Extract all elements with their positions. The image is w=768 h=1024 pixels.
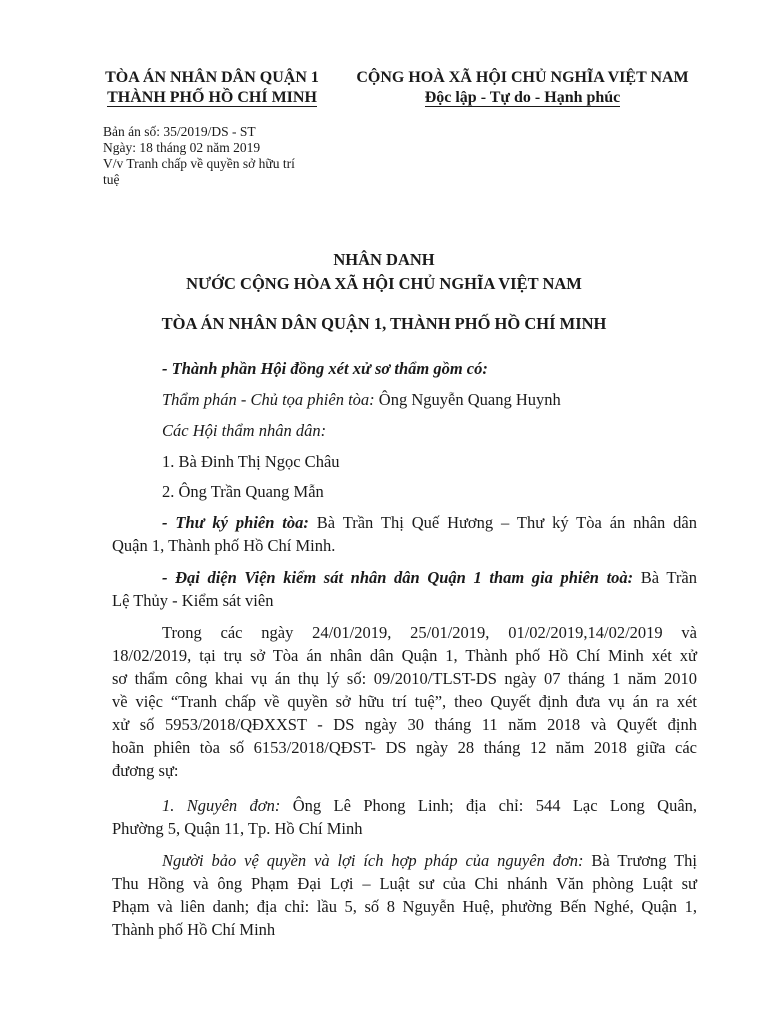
- clerk-label: - Thư ký phiên tòa:: [162, 513, 309, 532]
- court-name-line1: TÒA ÁN NHÂN DÂN QUẬN 1: [105, 69, 319, 86]
- clerk-line2: Quận 1, Thành phố Hồ Chí Minh.: [112, 536, 336, 555]
- case-subject-line2: tuệ: [103, 172, 120, 187]
- title-court: TÒA ÁN NHÂN DÂN QUẬN 1, THÀNH PHỐ HỒ CHÍ MINH: [161, 314, 607, 333]
- paragraph-line: 18/02/2019, tại trụ sở Tòa án nhân dân Quận 1, Thành phố Hồ Chí Minh xét xử: [112, 646, 697, 665]
- assessors-label: Các Hội thẩm nhân dân:: [162, 421, 327, 440]
- paragraph-line: đương sự:: [112, 761, 179, 780]
- national-motto-header: [340, 68, 705, 108]
- procurator-line1: - Đại diện Viện kiểm sát nhân dân Quận 1 tham gia phiên toà: Bà Trần: [162, 568, 697, 587]
- paragraph-line: xử số 5953/2018/QĐXXST - DS ngày 30 tháng 11 năm 2018 và Quyết định: [112, 715, 697, 734]
- title-nation: NƯỚC CỘNG HÒA XÃ HỘI CHỦ NGHĨA VIỆT NAM: [186, 274, 582, 293]
- plaintiff-line1: 1. Nguyên đơn: Ông Lê Phong Linh; địa chỉ: 544 Lạc Long Quân,: [162, 796, 698, 815]
- representative-line2: Thu Hồng và ông Phạm Đại Lợi – Luật sư của Chi nhánh Văn phòng Luật sư: [112, 874, 697, 893]
- court-name-line2: THÀNH PHỐ HỒ CHÍ MINH: [107, 89, 317, 106]
- judgment-date: Ngày: 18 tháng 02 năm 2019: [103, 140, 261, 155]
- motto: Độc lập - Tự do - Hạnh phúc: [424, 89, 621, 106]
- case-subject-line1: V/v Tranh chấp về quyền sở hữu trí: [103, 156, 295, 171]
- assessor-2: 2. Ông Trần Quang Mẫn: [162, 482, 324, 501]
- judge-name: Ông Nguyễn Quang Huynh: [374, 390, 561, 409]
- plaintiff-line2: Phường 5, Quận 11, Tp. Hồ Chí Minh: [112, 819, 363, 838]
- judgment-meta: [103, 124, 295, 188]
- clerk-line1: - Thư ký phiên tòa: Bà Trần Thị Quế Hương – Thư ký Tòa án nhân dân: [162, 513, 697, 532]
- paragraph-line: về việc “Tranh chấp về quyền sở hữu trí tuệ”, theo Quyết định đưa vụ án ra xét: [112, 692, 697, 711]
- plaintiff-label: 1. Nguyên đơn:: [162, 796, 281, 815]
- procurator-line2: Lệ Thủy - Kiểm sát viên: [112, 591, 274, 610]
- judge-label: Thẩm phán - Chủ tọa phiên tòa:: [162, 390, 375, 409]
- presiding-judge: [112, 388, 697, 411]
- title-block: [0, 248, 768, 296]
- procurator-label: - Đại diện Viện kiểm sát nhân dân Quận 1 tham gia phiên toà:: [162, 568, 634, 587]
- assessor-1: 1. Bà Đinh Thị Ngọc Châu: [162, 452, 340, 471]
- paragraph-line: Trong các ngày 24/01/2019, 25/01/2019, 01/02/2019,14/02/2019 và: [162, 623, 697, 642]
- court-name-header: [92, 68, 332, 108]
- judgment-number: Bản án số: 35/2019/DS - ST: [103, 124, 256, 139]
- title-in-the-name: NHÂN DANH: [333, 250, 435, 269]
- panel-heading: - Thành phần Hội đồng xét xử sơ thẩm gồm có:: [162, 359, 488, 378]
- representative-line4: Thành phố Hồ Chí Minh: [112, 920, 276, 939]
- representative-line3: Phạm và liên danh; địa chỉ: lầu 5, số 8 Nguyễn Huệ, phường Bến Nghé, Quận 1,: [112, 897, 697, 916]
- representative-label: Người bảo vệ quyền và lợi ích hợp pháp của nguyên đơn:: [162, 851, 584, 870]
- representative-line1: Người bảo vệ quyền và lợi ích hợp pháp của nguyên đơn: Bà Trương Thị: [162, 851, 697, 870]
- paragraph-line: hoãn phiên tòa số 6153/2018/QĐST- DS ngày 28 tháng 12 năm 2018 giữa các: [112, 738, 697, 757]
- nation-name: CỘNG HOÀ XÃ HỘI CHỦ NGHĨA VIỆT NAM: [356, 69, 689, 86]
- paragraph-line: sơ thẩm công khai vụ án thụ lý số: 09/2010/TLST-DS ngày 07 tháng 1 năm 2010: [112, 669, 697, 688]
